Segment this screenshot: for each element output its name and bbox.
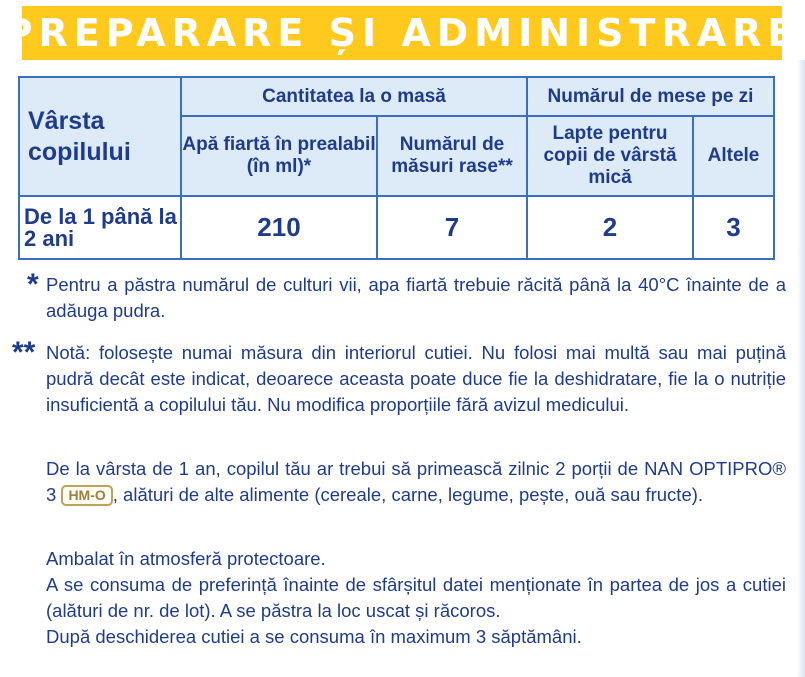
age-column-header: Vârsta copilului bbox=[19, 77, 181, 196]
page-title: PREPARARE ȘI ADMINISTRARE bbox=[4, 11, 800, 55]
preparation-table bbox=[18, 76, 775, 260]
quantity-group-header: Cantitatea la o masă bbox=[181, 77, 527, 116]
meals-group-header: Numărul de mese pe zi bbox=[527, 77, 774, 116]
single-asterisk: * bbox=[27, 268, 39, 301]
hmo-badge bbox=[61, 485, 112, 506]
right-edge-shadow bbox=[797, 60, 805, 677]
temperature-note: Pentru a păstra numărul de culturi vii, apa fiartă trebuie răcită până la 40°C înainte de a adăuga pudra. bbox=[46, 274, 786, 321]
other-column-header: Altele bbox=[693, 116, 774, 196]
water-column-header: Apă fiartă în prealabil (în ml)* bbox=[181, 116, 377, 196]
hmo-badge-label: HM-O bbox=[68, 487, 106, 503]
storage-line-3: După deschiderea cutiei a se consuma în maximum 3 săptămâni. bbox=[46, 626, 582, 647]
table-row bbox=[19, 196, 774, 259]
title-banner bbox=[4, 6, 800, 60]
scoops-cell: 7 bbox=[377, 196, 527, 259]
daily-intake-part2: , alături de alte alimente (cereale, carne, legume, pește, ouă sau fructe). bbox=[112, 484, 704, 505]
storage-line-2: A se consuma de preferință înainte de sfârșitul datei menționate în partea de jos a cutiei (alături de nr. de lot). A se păstra la loc uscat și răcoros. bbox=[46, 574, 786, 621]
milk-cell: 2 bbox=[527, 196, 693, 259]
measure-note: Notă: folosește numai măsura din interiorul cutiei. Nu folosi mai multă sau mai puțină pudră decât este indicat, deoarece aceasta poate duce fie la deshidratare, fie la o nutriție insuficientă a copilului tău. Nu modifica proporțiile fără avizul medicului. bbox=[46, 342, 786, 415]
title-band bbox=[0, 0, 805, 64]
daily-intake-note bbox=[46, 456, 786, 508]
milk-column-header: Lapte pentru copii de vârstă mică bbox=[527, 116, 693, 196]
other-cell: 3 bbox=[693, 196, 774, 259]
storage-line-1: Ambalat în atmosferă protectoare. bbox=[46, 548, 326, 569]
age-cell: De la 1 până la 2 ani bbox=[19, 196, 181, 259]
daily-intake-part1: De la vârsta de 1 an, copilul tău ar trebui să primească zilnic 2 porții de NAN OPTIPRO® 3 bbox=[46, 458, 786, 505]
scoops-column-header: Numărul de măsuri rase** bbox=[377, 116, 527, 196]
double-asterisk: ** bbox=[12, 336, 36, 369]
water-cell: 210 bbox=[181, 196, 377, 259]
